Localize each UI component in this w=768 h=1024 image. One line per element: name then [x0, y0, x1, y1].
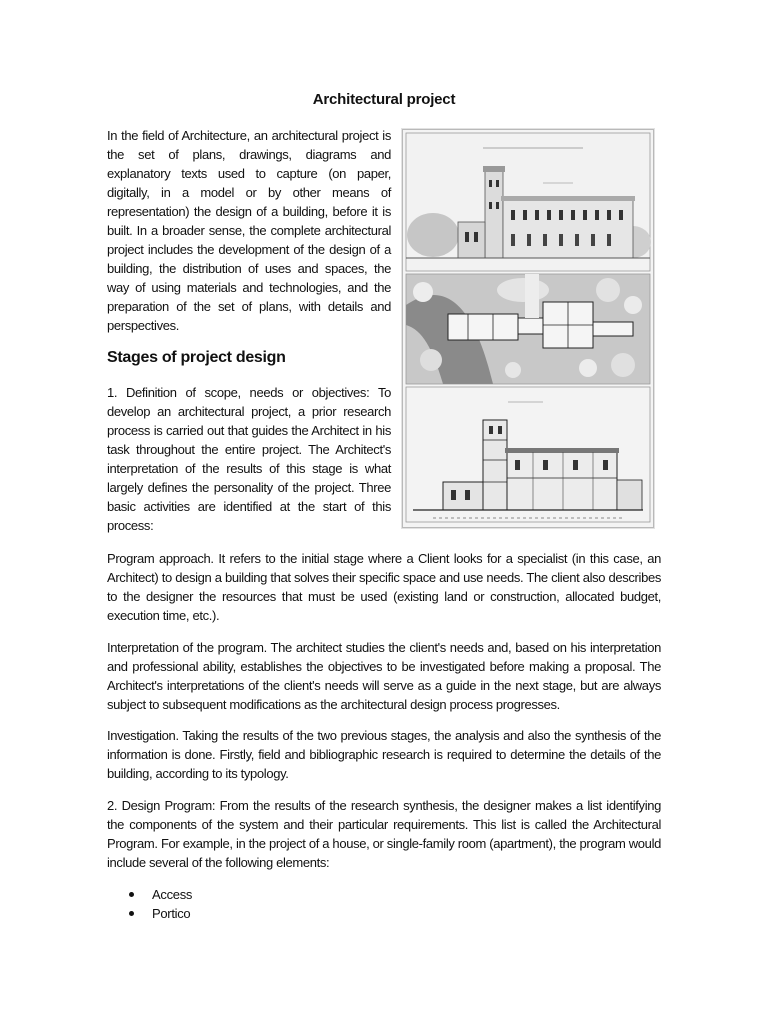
section-wing — [443, 482, 483, 510]
interpretation-block — [107, 638, 661, 714]
program-approach-block — [107, 549, 661, 625]
plan-east-wing — [593, 322, 633, 336]
section-heading: Stages of project design — [107, 349, 286, 366]
plan-path — [525, 274, 539, 318]
document-title: Architectural project — [312, 91, 456, 108]
list-item — [107, 904, 192, 923]
investigation-block — [107, 726, 661, 783]
elevation-tower-roof — [483, 166, 505, 172]
bullet-icon — [129, 892, 134, 897]
intro-paragraph: In the field of Architecture, an architectural project is the set of plans, drawings, diagrams and explanatory texts used to capture (on paper, digitally, in a model or by other means of representation) the design of a building, before it is built. In a broader sense, the complete architectural project includes the development of the design of a building, the distribution of uses and spaces, the way of using materials and technologies, and the preparation of the set of plans, with details and perspectives. — [107, 128, 391, 333]
section-tower — [483, 420, 507, 510]
architectural-drawing-figure — [402, 129, 654, 528]
stage-2-block — [107, 796, 661, 872]
interpretation-paragraph: Interpretation of the program. The architect studies the client's needs and, based on his interpretation and professional ability, establishes the objectives to be investigated before making a proposal. The Architect's interpretations of the client's needs will serve as a guide in the next stage, but are always subject to subsequent modifications as the architectural design process progresses. — [107, 640, 661, 712]
stage-1-paragraph: 1. Definition of scope, needs or objectives: To develop an architectural project, a prior research process is carried out that guides the Architect in his task throughout the entire project. The Architect's interpretation of the results of this stage is what largely defines the personality of the project. Three basic activities are identified at the start of this process: — [107, 385, 391, 533]
list-item — [107, 885, 192, 904]
elevation-wing — [458, 222, 485, 258]
program-approach-paragraph: Program approach. It refers to the initial stage where a Client looks for a specialist (in this case, an Architect) to design a building that solves their specific space and use needs. The client also describes to the designer the resources that must be used (existing land or construction, allocated budget, execution time, etc.). — [107, 551, 661, 623]
elevation-tower — [485, 170, 503, 258]
section-main-block — [507, 452, 617, 510]
plan-west-wing — [448, 314, 518, 340]
bullet-icon — [129, 911, 134, 916]
plan-link — [518, 318, 543, 334]
left-column — [107, 126, 391, 535]
plan-drive — [497, 278, 549, 302]
stage-2-paragraph: 2. Design Program: From the results of the research synthesis, the designer makes a list identifying the components of the system and their particular requirements. This list is called the Architectural Program. For example, in the project of a house, or single-family room (apartment), the program would include several of the following elements: — [107, 798, 661, 870]
investigation-paragraph: Investigation. Taking the results of the two previous stages, the analysis and also the synthesis of the information is done. Firstly, field and bibliographic research is required to determine the details of the building, according to its typology. — [107, 728, 661, 781]
program-element-list — [107, 885, 192, 923]
architectural-drawing — [403, 130, 653, 527]
elevation-main-block — [503, 200, 633, 258]
list-item-label: Portico — [152, 906, 191, 921]
elevation-cornice — [501, 196, 635, 201]
elevation-tree-left — [407, 213, 459, 257]
list-item-label: Access — [152, 887, 193, 902]
